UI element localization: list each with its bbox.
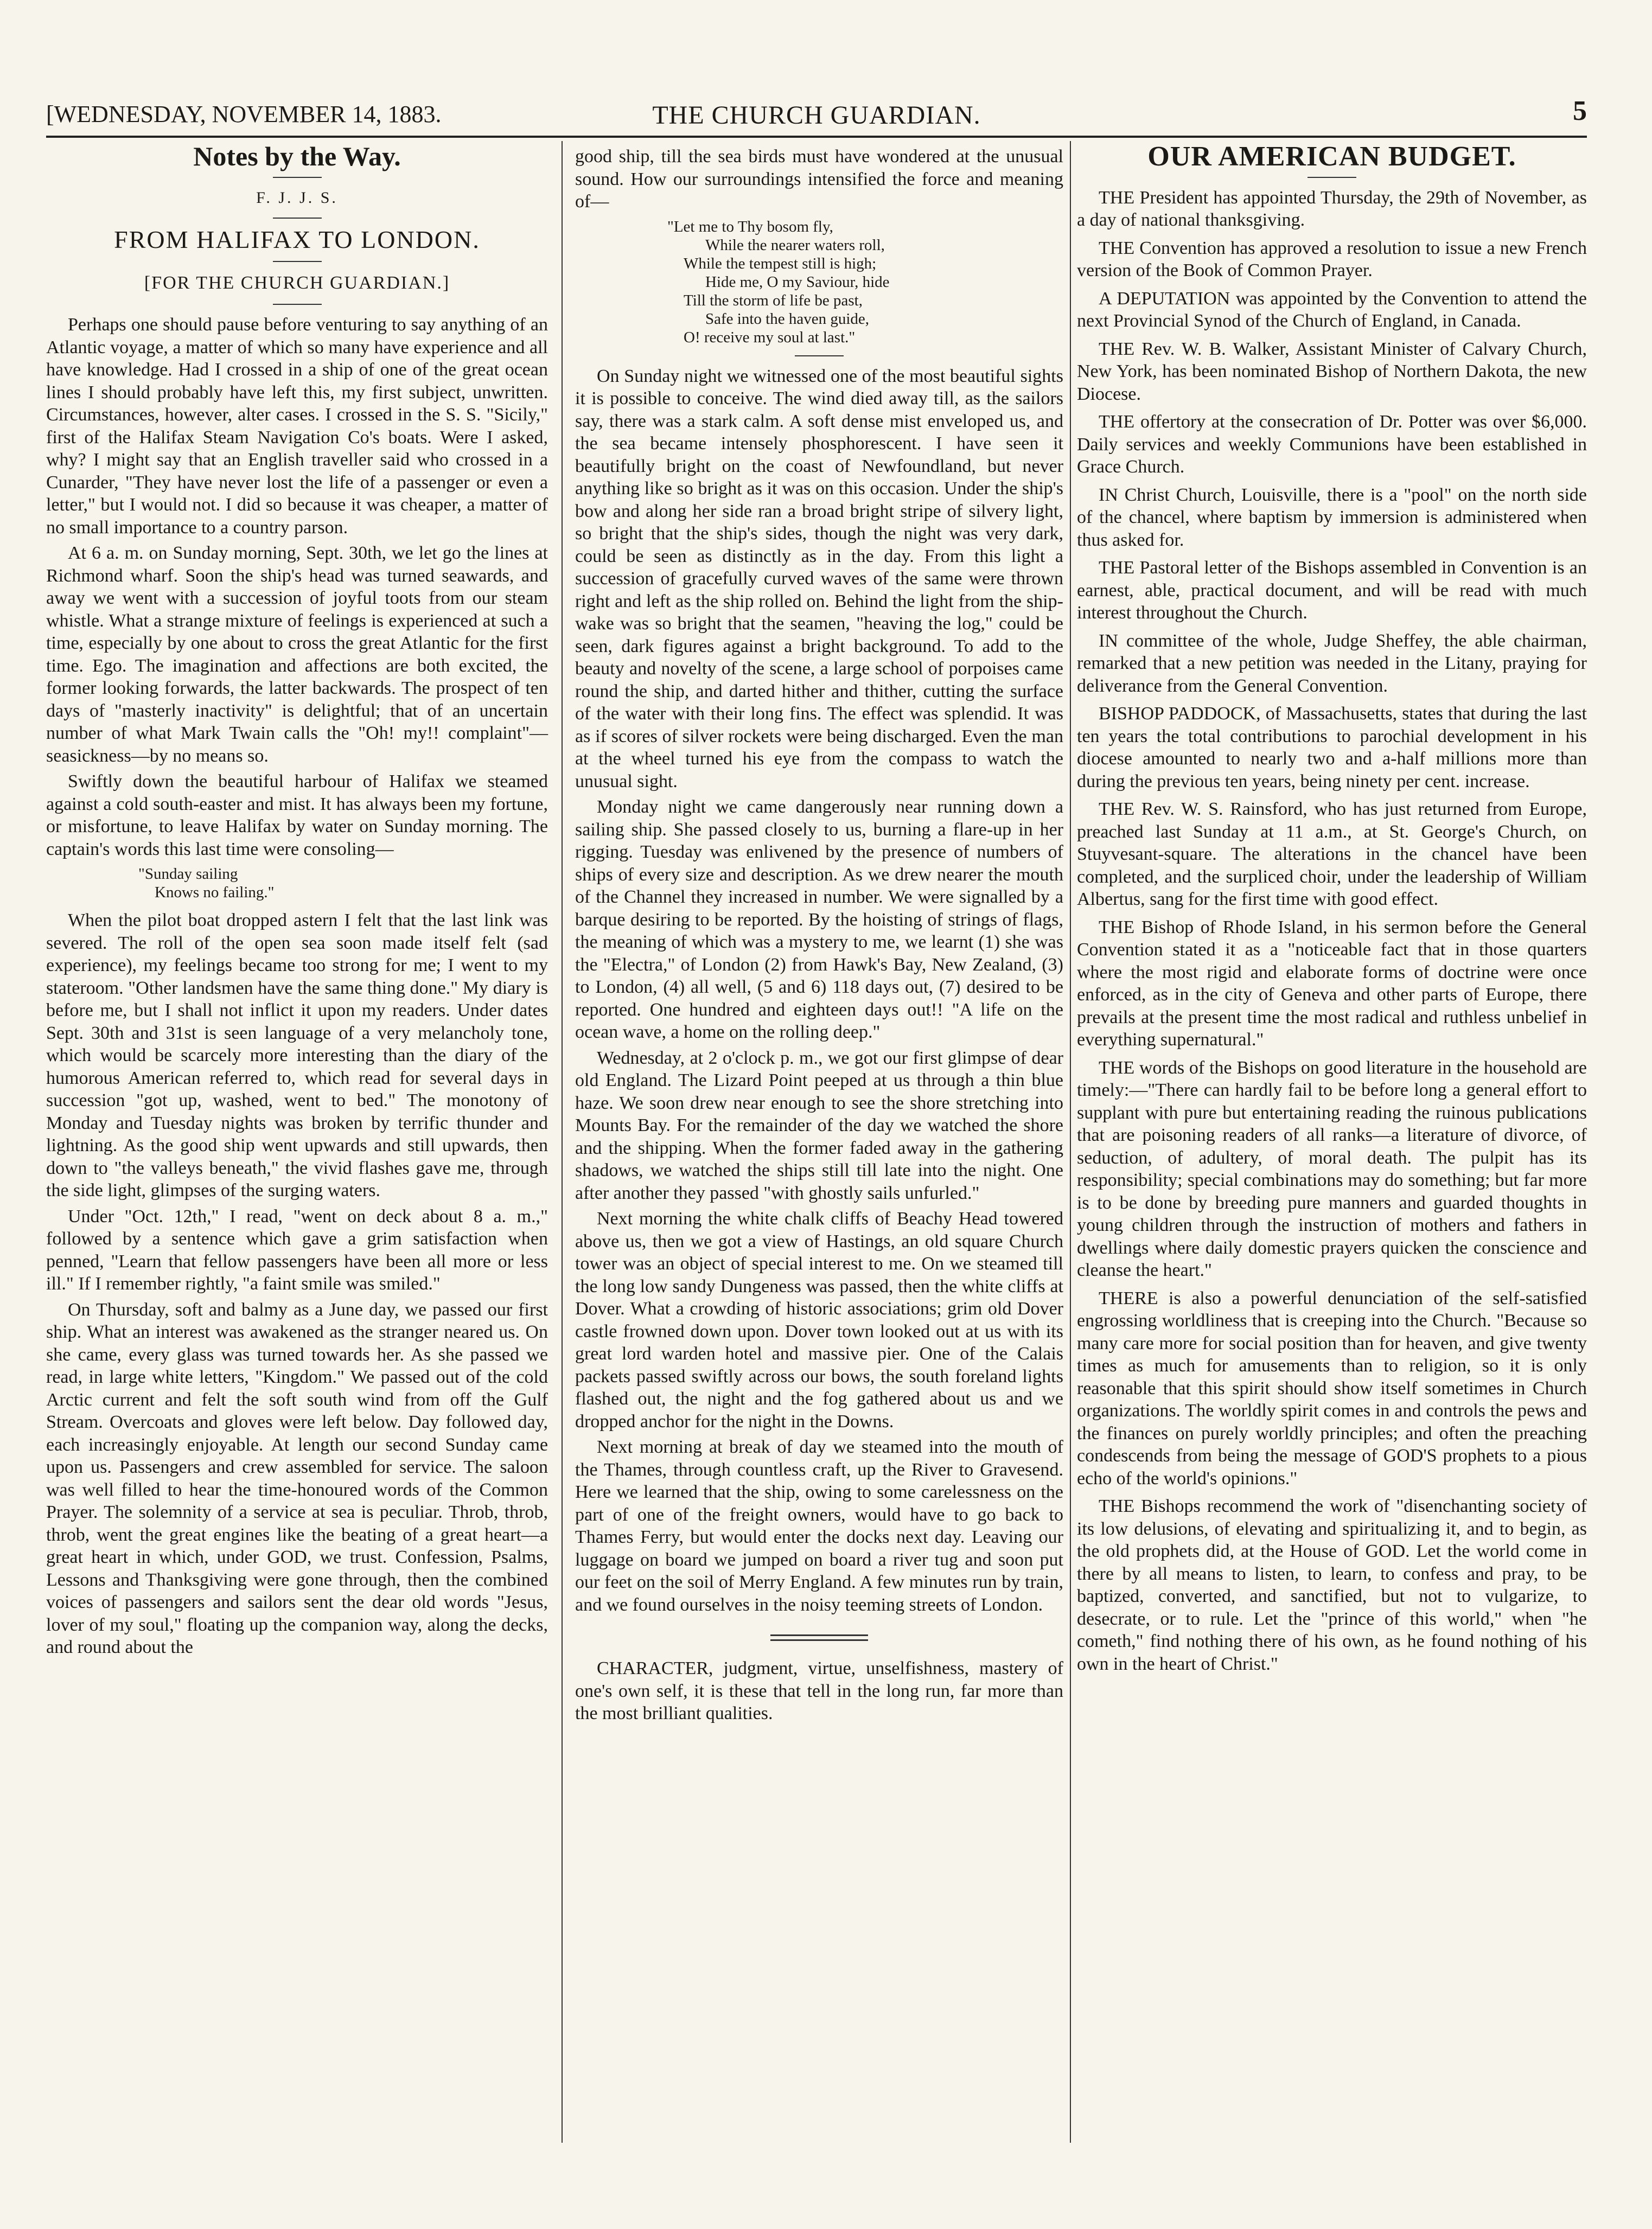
paragraph: THE Rev. W. S. Rainsford, who has just returned from Europe, preached last Sunday at 11 a.m., at St. George's Church, on Stuyvesant-square. The alterations in the chancel have been completed, and the surpliced choir, under the leadership of William Albertus, sang for the first time with good effect.	[1077, 799, 1587, 909]
quote	[46, 865, 548, 902]
newspaper-title: THE CHURCH GUARDIAN.	[652, 101, 981, 130]
paragraph: Next morning at break of day we steamed into the mouth of the Thames, through countless craft, up the River to Gravesend. Here we learned that the ship, owing to some carelessness on the part of one of the freight owners, would have to go back to Thames Ferry, but would enter the docks next day. Leaving our luggage on board we jumped on board a river tug and soon put our feet on the soil of Merry England. A few minutes run by train, and we found ourselves in the noisy teeming streets of London.	[575, 1437, 1063, 1615]
paragraph: Monday night we came dangerously near running down a sailing ship. She passed closely to us, burning a flare-up in her rigging. Tuesday was enlivened by the presence of numbers of ships of every size and description. As we drew nearer the mouth of the Channel they increased in number. We were signalled by a barque desiring to be reported. By the hoisting of strings of flags, the meaning of which was a mystery to me, we learnt (1) she was the "Electra," of London (2) from Hawk's Bay, New Zealand, (3) to London, (4) all well, (5 and 6) 118 days out, (7) desired to be reported. One hundred and eighteen days out!! "A life on the ocean wave, a home on the rolling deep."	[575, 797, 1063, 1042]
paragraph: THE words of the Bishops on good literature in the household are timely:—"There can hardly fail to be before long a general effort to supplant with pure but entertaining reading the ruinous publications that are poisoning readers of all ranks—a literature of divorce, of seduction, of adultery, of moral death. The pulpit has its responsibility; special combinations may do something; but far more is to be done by breeding pure manners and guarded thoughts in young children through the instruction of mothers and fathers in dwellings where daily domestic prayers quicken the conscience and cleanse the heart."	[1077, 1057, 1587, 1280]
column-notes-by-the-way	[46, 141, 548, 1662]
article-heading: OUR AMERICAN BUDGET.	[1147, 141, 1516, 172]
page-number: 5	[1573, 95, 1587, 126]
column-american-budget	[1077, 141, 1587, 1681]
paragraph: good ship, till the sea birds must have wondered at the unusual sound. How our surroundings intensified the force and meaning of—	[575, 146, 1063, 212]
paragraph: Next morning the white chalk cliffs of Beachy Head towered above us, then we got a view of Hastings, an old square Church tower was an object of special interest to me. On we steamed till the long low sandy Dungeness was passed, then the white cliffs at Dover. What a crowding of historic associations; grim old Dover castle frowned down upon. Dover town looked out at us with its great lord warden hotel and massive pier. One of the Calais packets passed swiftly across our bows, the south foreland lights flashed out, the night and the fog gathered about us and we dropped anchor for the night in the Downs.	[575, 1209, 1063, 1432]
short-rule	[795, 355, 844, 356]
hymn-line: "Let me to Thy bosom fly,	[667, 218, 833, 235]
column-rule-2	[1070, 141, 1071, 2143]
closing-paragraph: CHARACTER, judgment, virtue, unselfishness, mastery of one's own self, it is these that tell in the long run, far more than the most brilliant qualities.	[575, 1658, 1063, 1723]
paragraph: A DEPUTATION was appointed by the Convention to attend the next Provincial Synod of the Church of England, in Canada.	[1077, 288, 1587, 331]
hymn	[575, 218, 1063, 347]
paragraph: Perhaps one should pause before venturing to say anything of an Atlantic voyage, a matter of which so many have experience and all have knowledge. Had I crossed in a ship of one of the great ocean lines I should probably have left this, my first subject, unwritten. Circumstances, however, alter cases. I crossed in the S. S. "Sicily," first of the Halifax Steam Navigation Co's boats. Were I asked, why? I might say that an English traveller said who crossed in a Cunarder, "They have never lost the life of a passenger or even a letter," but I would not. I did so because it was cheaper, a matter of no small importance to a country parson.	[46, 315, 548, 538]
paragraph: IN committee of the whole, Judge Sheffey, the able chairman, remarked that a new petition was needed in the Litany, praying for deliverance from the General Convention.	[1077, 630, 1587, 696]
paragraph: THE Convention has approved a resolution to issue a new French version of the Book of Common Prayer.	[1077, 238, 1587, 280]
paragraph: IN Christ Church, Louisville, there is a "pool" on the north side of the chancel, where baptism by immersion is administered when thus asked for.	[1077, 484, 1587, 550]
masthead-rule	[46, 136, 1587, 138]
quote-line: "Sunday sailing	[138, 865, 238, 883]
short-rule	[1307, 177, 1356, 178]
column-voyage-continued	[575, 145, 1063, 1728]
article-source: [FOR THE CHURCH GUARDIAN.]	[144, 272, 450, 293]
double-rule	[770, 1634, 868, 1641]
quote-line: Knows no failing."	[155, 884, 275, 901]
short-rule	[273, 304, 322, 305]
paragraph: THE Bishop of Rhode Island, in his sermon before the General Convention stated it as a "noticeable fact that in those quarters where the most rigid and elaborate forms of doctrine were once enforced, as in the city of Geneva and other parts of Europe, there prevails at the present time the most radical and ruthless unbelief in everything supernatural."	[1077, 917, 1587, 1050]
article-byline: F. J. J. S.	[256, 188, 338, 207]
short-rule	[273, 218, 322, 219]
paragraph: THE Rev. W. B. Walker, Assistant Minister of Calvary Church, New York, has been nominated Bishop of Northern Dakota, the new Diocese.	[1077, 338, 1587, 404]
paragraph: Under "Oct. 12th," I read, "went on deck about 8 a. m.," followed by a sentence which gave a grim satisfaction when penned, "Learn that fellow passengers have been all more or less ill." If I remember rightly, "a faint smile was smiled."	[46, 1206, 548, 1294]
paragraph: THE Pastoral letter of the Bishops assembled in Convention is an earnest, able, practical document, and will be read with much interest throughout the Church.	[1077, 558, 1587, 623]
column-rule-1	[562, 141, 563, 2143]
hymn-line: While the tempest still is high;	[684, 254, 877, 272]
paragraph: When the pilot boat dropped astern I felt that the last link was severed. The roll of the open sea soon made itself felt (sad experience), my feelings became too strong for me; I went to my stateroom. "Other landsmen have the same thing done." My diary is before me, but I shall not inflict it upon my readers. Under dates Sept. 30th and 31st is seen language of a very melancholy tone, which would be scarcely more interesting than the diary of the humorous American referred to, which read for several days in succession "got up, washed, went to bed." The monotony of Monday and Tuesday nights was broken by terrific thunder and lightning. As the good ship went upwards and still upwards, then down to "the valleys beneath," the vivid flashes gave me, through the side light, glimpses of the surging waters.	[46, 910, 548, 1200]
paragraph: At 6 a. m. on Sunday morning, Sept. 30th, we let go the lines at Richmond wharf. Soon the ship's head was turned seawards, and away we went with a succession of joyful toots from our steam whistle. What a strange mixture of feelings is experienced at such a time, especially by one about to cross the great Atlantic for the first time. Ego. The imagination and affections are both excited, the former looking forwards, the latter backwards. The prospect of ten days of "masterly inactivity" is delightful; that of an uncertain number of what Mark Twain calls the "Oh! my!! complaint"—seasickness—by no means so.	[46, 543, 548, 766]
short-rule	[273, 261, 322, 262]
paragraph: Swiftly down the beautiful harbour of Halifax we steamed against a cold south-easter and mist. It has always been my fortune, or misfortune, to leave Halifax by water on Sunday morning. The captain's words this last time were consoling—	[46, 771, 548, 859]
short-rule	[273, 177, 322, 178]
paragraph: THE offertory at the consecration of Dr. Potter was over $6,000. Daily services and weekly Communions have been established in Grace Church.	[1077, 412, 1587, 477]
issue-date: [WEDNESDAY, NOVEMBER 14, 1883.	[46, 101, 442, 127]
hymn-line: While the nearer waters roll,	[705, 236, 885, 254]
hymn-line: O! receive my soul at last."	[684, 328, 856, 346]
paragraph: THE President has appointed Thursday, the 29th of November, as a day of national thanksgiving.	[1077, 187, 1587, 230]
article-heading: Notes by the Way.	[193, 141, 401, 171]
paragraph: BISHOP PADDOCK, of Massachusetts, states that during the last ten years the total contributions to parochial development in his diocese amounted to nearly two and a-half millions more than during the previous ten years, being ninety per cent. increase.	[1077, 704, 1587, 791]
article-subheading: FROM HALIFAX TO LONDON.	[114, 226, 480, 253]
hymn-line: Hide me, O my Saviour, hide	[705, 273, 890, 291]
paragraph: On Sunday night we witnessed one of the most beautiful sights it is possible to conceive. The wind died away till, as the sailors say, there was a stark calm. A soft dense mist enveloped us, and the sea became intensely phosphorescent. I have seen it beautifully bright on the coast of Newfoundland, but never anything like so bright as it was on this occasion. Under the ship's bow and along her side ran a broad bright stripe of silvery light, so bright that the ship's sides, though the night was very dark, could be seen as distinctly as in the day. From this light a succession of gracefully curved waves of the same were thrown right and left as the ship rolled on. Behind the light from the ship-wake was so bright that the seamen, "heaving the log," could be seen, dark figures against a bright background. To add to the beauty and novelty of the scene, a large school of porpoises came round the ship, and darted hither and thither, cutting the surface of the water with their long fins. The effect was splendid. It was as if scores of silver rockets were being discharged. Even the man at the wheel turned his eye from the compass to watch the unusual sight.	[575, 366, 1063, 791]
paragraph: THERE is also a powerful denunciation of the self-satisfied engrossing worldliness that is creeping into the Church. "Because so many care more for social position than for heaven, and give twenty times as much for amusements than to religion, so it is only reasonable that this spirit should show itself sometimes in Church organizations. The worldly spirit comes in and controls the pews and the finances on purely worldly principles; and often the preaching condescends from being the message of GOD'S prophets to a pious echo of the world's opinions."	[1077, 1288, 1587, 1489]
masthead	[46, 95, 1587, 138]
paragraph: Wednesday, at 2 o'clock p. m., we got our first glimpse of dear old England. The Lizard Point peeped at us through a thin blue haze. We soon drew near enough to see the shore stretching into Mounts Bay. For the remainder of the day we watched the shore and the shipping. When the former faded away in the gathering shadows, we watched the ships still till late into the night. One after another they passed "with ghostly sails unfurled."	[575, 1048, 1063, 1203]
paragraph: On Thursday, soft and balmy as a June day, we passed our first ship. What an interest was awakened as the stranger neared us. On she came, every glass was turned towards her. As she passed we read, in large white letters, "Kingdom." We passed out of the cold Arctic current and felt the soft south wind from off the Gulf Stream. Overcoats and gloves were left below. Day followed day, each increasingly enjoyable. At length our second Sunday came upon us. Passengers and crew assembled for service. The saloon was well filled to hear the time-honoured words of the Common Prayer. The solemnity of a service at sea is peculiar. Throb, throb, throb, went the great engines like the beating of a great heart—a great heart in which, under GOD, we trust. Confession, Psalms, Lessons and Thanksgiving were gone through, then the combined voices of passengers and sailors sent the dear old words "Jesus, lover of my soul," floating up the companion way, along the decks, and round about the	[46, 1299, 548, 1657]
hymn-line: Till the storm of life be past,	[684, 291, 863, 309]
paragraph: THE Bishops recommend the work of "disenchanting society of its low delusions, of elevating and spiritualizing it, and to begin, as the old prophets did, at the House of GOD. Let the world come in there by all means to listen, to learn, to confess and pray, to be baptized, converted, and sanctified, but not to vulgarize, to desecrate, or to rule. Let the "prince of this world," when "he cometh," find nothing there of his own, as he found nothing of his own in the heart of Christ."	[1077, 1496, 1587, 1674]
hymn-line: Safe into the haven guide,	[705, 310, 869, 328]
